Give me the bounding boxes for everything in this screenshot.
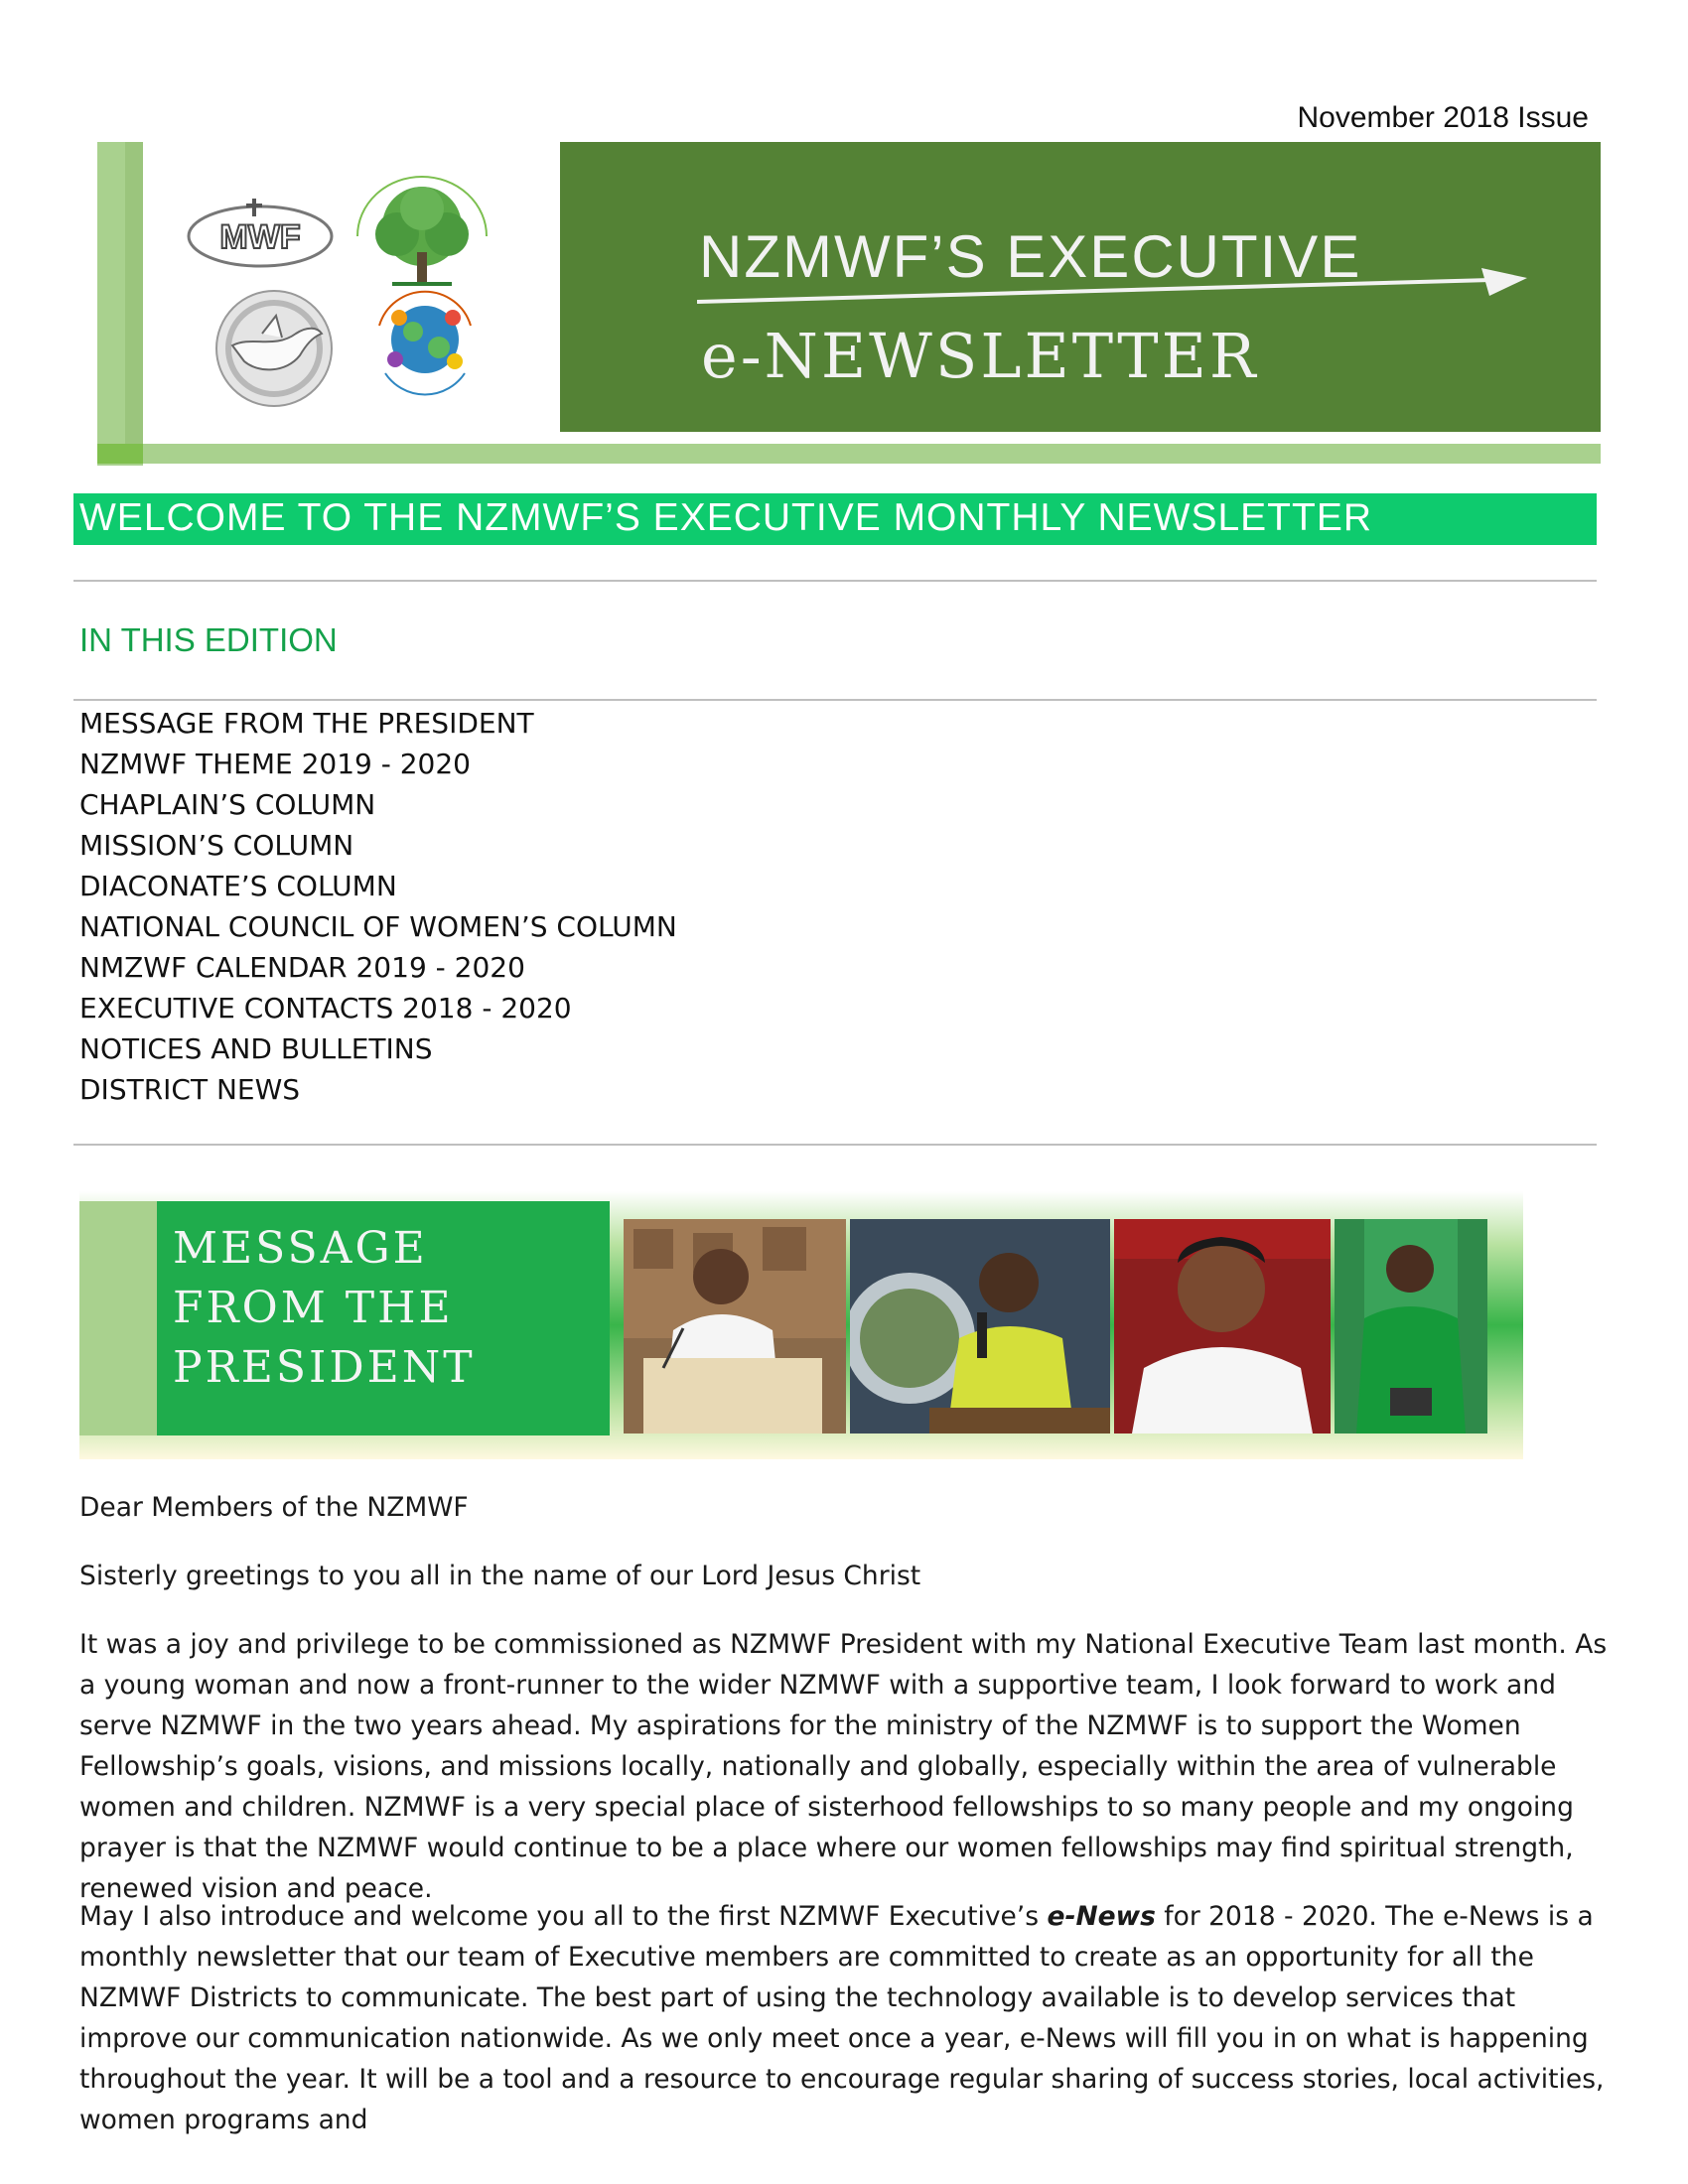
list-item: NOTICES AND BULLETINS (79, 1032, 433, 1065)
list-item: NATIONAL COUNCIL OF WOMEN’S COLUMN (79, 910, 677, 943)
letter-salutation: Dear Members of the NZMWF (79, 1492, 469, 1523)
header-frame-corner (97, 444, 143, 464)
divider (73, 580, 1597, 582)
list-item: NZMWF THEME 2019 - 2020 (79, 748, 471, 780)
divider (73, 699, 1597, 701)
list-item: EXECUTIVE CONTACTS 2018 - 2020 (79, 992, 572, 1024)
list-item: DIACONATE’S COLUMN (79, 870, 397, 902)
newsletter-title-line1: NZMWF’S EXECUTIVE (699, 223, 1362, 290)
president-photo-microphone (850, 1219, 1110, 1433)
edition-contents-list (79, 703, 677, 1110)
president-photo-portrait (1114, 1219, 1331, 1433)
newsletter-title-line2: e-NEWSLETTER (701, 320, 1259, 392)
issue-date: November 2018 Issue (1297, 101, 1589, 134)
header-frame-bottom (97, 444, 1601, 464)
list-item: NMZWF CALENDAR 2019 - 2020 (79, 951, 525, 984)
mwf-logo-text: MWF (219, 218, 301, 256)
enews-emphasis: e-News (1047, 1901, 1156, 1932)
list-item: MISSION’S COLUMN (79, 829, 354, 862)
divider (73, 1144, 1597, 1146)
chosen-people-logo (361, 274, 489, 399)
list-item: MESSAGE FROM THE PRESIDENT (79, 707, 534, 740)
letter-paragraph-2: May I also introduce and welcome you all to the first NZMWF Executive’s e-News for 2018 - 2020. The e-News is a monthly newsletter that our team of Executive members are committed to create as an opportunity for all the NZMWF Districts to communicate. The best part of using the technology available is to develop services that improve our communication nationwide. As we only meet once a year, e-News will fill you in on what is happening throughout the year. It will be a tool and a resource to encourage regular sharing of success stories, local activities, women programs and (79, 1901, 1605, 2135)
arrow-icon (697, 266, 1531, 306)
president-banner-title: MESSAGE FROM THE PRESIDENT (173, 1223, 476, 1393)
mwf-logo (185, 197, 336, 270)
president-photo-lectern (624, 1219, 846, 1433)
president-banner-stripe (79, 1201, 157, 1435)
letter-greeting: Sisterly greetings to you all in the name of our Lord Jesus Christ (79, 1561, 921, 1591)
letter-paragraph-1: It was a joy and privilege to be commissioned as NZMWF President with my National Executive Team last month. As a young woman and now a front-runner to the wider NZMWF with a supportive team, I look forward to work and serve NZMWF in the two years ahead. My aspirations for the ministry of the NZMWF is to support the Women Fellowship’s goals, visions, and missions locally, nationally and globally, especially within the area of vulnerable women and children. NZMWF is a very special place of sisterhood fellowships to so many people and my ongoing prayer is that the NZMWF would continue to be a place where our women fellowships may find spiritual strength, renewed vision and peace. (79, 1629, 1608, 1904)
edition-heading: IN THIS EDITION (79, 621, 338, 658)
list-item: DISTRICT NEWS (79, 1073, 301, 1106)
president-photo-group (1335, 1219, 1487, 1433)
welcome-heading: WELCOME TO THE NZMWF’S EXECUTIVE MONTHLY NEWSLETTER (79, 496, 1373, 539)
dove-logo (205, 286, 344, 411)
list-item: CHAPLAIN’S COLUMN (79, 788, 376, 821)
header-frame-left-inner (125, 142, 143, 445)
